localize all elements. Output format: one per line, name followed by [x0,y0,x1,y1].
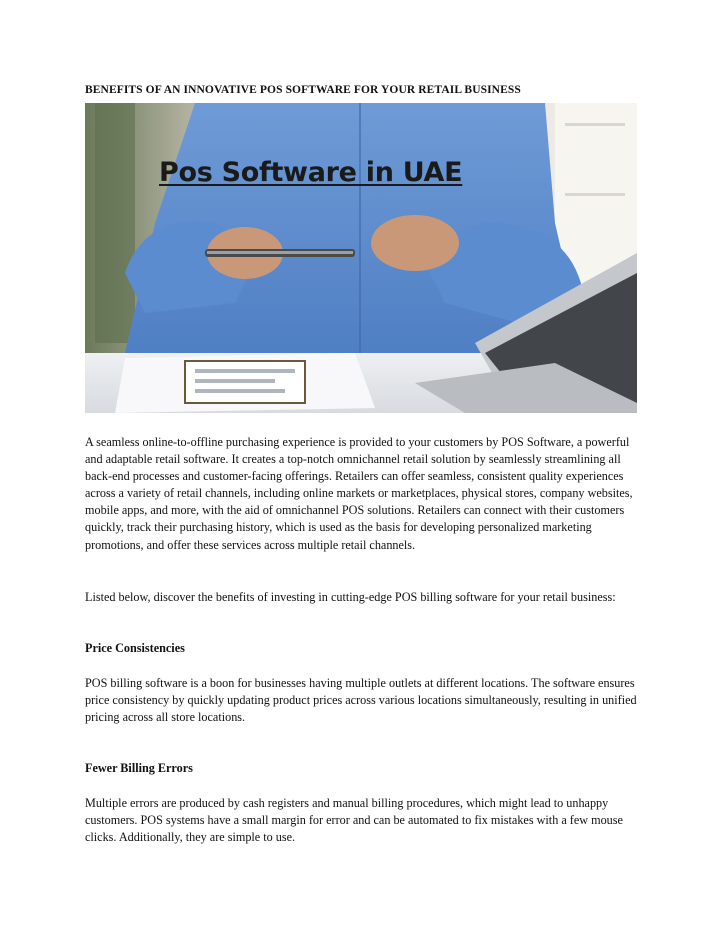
document-title: BENEFITS OF AN INNOVATIVE POS SOFTWARE FOR YOUR RETAIL BUSINESS [85,84,521,96]
section-heading-fewer-billing-errors: Fewer Billing Errors [85,761,193,775]
hero-image [85,103,637,413]
section-body-fewer-billing-errors: Multiple errors are produced by cash registers and manual billing procedures, which might lead to unhappy customers. POS systems have a small margin for error and can be automated to fix mistakes with a few mouse clicks. Additionally, they are simple to use. [85,796,623,845]
section-heading-price-consistencies: Price Consistencies [85,641,185,655]
listed-below-paragraph: Listed below, discover the benefits of investing in cutting-edge POS billing software for your retail business: [85,590,616,604]
intro-paragraph: A seamless online-to-offline purchasing experience is provided to your customers by POS Software, a powerful and adaptable retail software. It creates a top-notch omnichannel retail solution by seamlessly streamlining all back-end processes and customer-facing offerings. Retailers can offer seamless, consistent quality experiences across a variety of retail channels, including online markets or marketplaces, physical stores, company websites, mobile apps, and more, with the aid of omnichannel POS solutions. Retailers can connect with their customers quickly, track their purchasing history, which is used as the basis for developing personalized marketing promotions, and offer these services across multiple retail channels. [85,435,633,552]
section-body-price-consistencies: POS billing software is a boon for businesses having multiple outlets at different locations. The software ensures price consistency by quickly updating product prices across various locations simultaneously, resulting in unified pricing across all store locations. [85,676,637,725]
office-photo-illustration [85,103,637,413]
hero-caption: Pos Software in UAE [159,157,463,188]
